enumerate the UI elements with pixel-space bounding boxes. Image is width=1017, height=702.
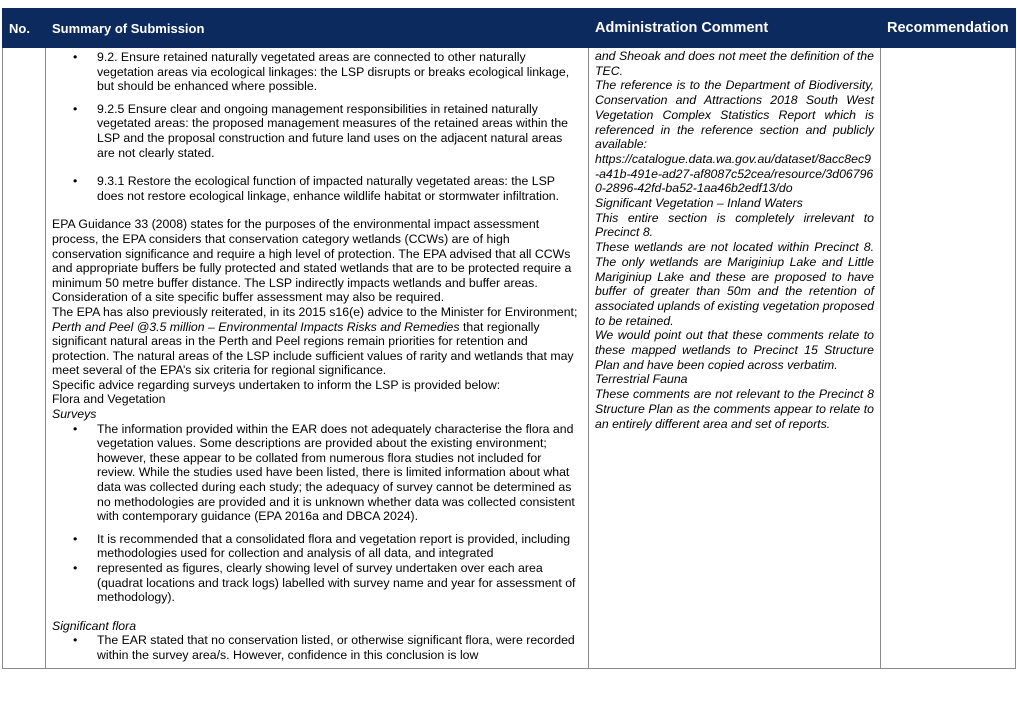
admin-paragraph: We would point out that these comments relate to these mapped wetlands to Precinct 15 Structure Plan and have been copied across verbatim. bbox=[595, 328, 874, 372]
specific-advice-text: Specific advice regarding surveys undertaken to inform the LSP is provided below: bbox=[52, 377, 501, 392]
list-item: • 9.2.5 Ensure clear and ongoing management responsibilities in retained naturally vegetated areas: the proposed management measures of the retained areas within the LSP and the proposal construction and future land uses on the adjacent natural areas are not clearly stated. bbox=[73, 101, 568, 160]
surveys-bullet-list bbox=[52, 422, 582, 605]
header-summary: Summary of Submission bbox=[46, 9, 589, 48]
admin-paragraph: The reference is to the Department of Biodiversity, Conservation and Attractions 2018 South West Vegetation Complex Statistics Report which is referenced in the reference section and publicly available: bbox=[595, 78, 874, 152]
bullet-icon: • bbox=[73, 421, 78, 436]
list-item: • It is recommended that a consolidated flora and vegetation report is provided, including methodologies used for collection and analysis of all data, and integrated bbox=[73, 531, 571, 561]
header-no: No. bbox=[3, 9, 46, 48]
surveys-heading: Surveys bbox=[52, 407, 97, 422]
list-item: • The information provided within the EAR does not adequately characterise the flora and vegetation values. Some descriptions are provided about the existing environment; however, these appear to be collated from numerous flora studies not included for review. While the studies used have been listed, there is limited information about what data was collected during each study; the adequacy of survey cannot be determined as no methodologies are provided and it is unknown whether data was collected consistent with contemporary guidance (EPA 2016a and DBCA 2024). bbox=[73, 421, 575, 524]
epa-reiterated-paragraph: The EPA has also previously reiterated, in its 2015 s16(e) advice to the Minister for Environment; Perth and Peel @3.5 million – Environmental Impacts Risks and Remedies that regionally significant natural areas in the Perth and Peel regions remain priorities for retention and protection. The natural areas of the LSP include sufficient values of rarity and wetlands that may meet several of the EPA’s six criteria for regional significance. bbox=[52, 304, 578, 378]
no-cell bbox=[3, 48, 46, 669]
summary-cell bbox=[46, 48, 589, 669]
header-recommendation: Recommendation bbox=[881, 9, 1016, 48]
bullet-icon: • bbox=[73, 633, 78, 648]
header-admin-comment: Administration Comment bbox=[589, 9, 881, 48]
bullet-icon: • bbox=[73, 50, 78, 64]
table-row bbox=[3, 48, 1016, 669]
bullet-icon: • bbox=[73, 101, 78, 116]
admin-comment-cell bbox=[589, 48, 881, 669]
reference-url: https://catalogue.data.wa.gov.au/dataset/8acc8ec9-a41b-491e-ad27-af8087c52cea/resource/3d067960-2896-42fd-ba52-1aa46b2edf13/do bbox=[595, 151, 874, 196]
list-item: • The EAR stated that no conservation listed, or otherwise significant flora, were recorded within the survey area/s. However, confidence in this conclusion is low bbox=[73, 633, 575, 662]
report-title: Perth and Peel @3.5 million – Environmental Impacts Risks and Remedies bbox=[52, 319, 460, 334]
admin-heading-terrestrial-fauna: Terrestrial Fauna bbox=[595, 372, 688, 387]
bullet-icon: • bbox=[73, 531, 78, 546]
bullet-icon: • bbox=[73, 561, 78, 575]
submissions-table bbox=[2, 8, 1016, 669]
strategy-bullet-list bbox=[52, 50, 582, 203]
epa-guidance-paragraph: EPA Guidance 33 (2008) states for the purposes of the environmental impact assessment process, the EPA considers that conservation category wetlands (CCWs) are of high conservation significance and require a high level of protection. The EPA advised that all CCWs and appropriate buffers be fully protected and stated wetlands that are to be protected require a minimum 50 metre buffer distance. The LSP indirectly impacts wetlands and buffer areas. Consideration of a site specific buffer assessment may also be required. bbox=[52, 217, 572, 305]
admin-heading-inland-waters: Significant Vegetation – Inland Waters bbox=[595, 196, 803, 211]
bullet-icon: • bbox=[73, 174, 78, 189]
list-item: • represented as figures, clearly showing level of survey undertaken over each area (quadrat locations and track logs) labelled with survey name and year for assessment of methodology). bbox=[73, 561, 576, 605]
admin-paragraph: This entire section is completely irrelevant to Precinct 8. bbox=[595, 210, 874, 240]
recommendation-cell bbox=[881, 48, 1016, 669]
admin-paragraph: and Sheoak and does not meet the definition of the TEC. bbox=[595, 49, 874, 78]
flora-bullet-list bbox=[52, 633, 582, 662]
admin-paragraph: These wetlands are not located within Precinct 8. The only wetlands are Mariginiup Lake and Little Mariginiup Lake and these are proposed to have buffer of greater than 50m and the retention of associated uplands of existing vegetation proposed to be retained. bbox=[595, 240, 874, 328]
flora-heading: Flora and Vegetation bbox=[52, 392, 166, 407]
admin-paragraph: These comments are not relevant to the Precinct 8 Structure Plan as the comments appear to relate to an entirely different area and set of reports. bbox=[595, 387, 874, 431]
header-row bbox=[3, 9, 1016, 48]
list-item: • 9.2. Ensure retained naturally vegetated areas are connected to other naturally vegetation areas via ecological linkages: the LSP disrupts or breaks ecological linkage, but should be enhanced where possible. bbox=[73, 50, 570, 94]
list-item: • 9.3.1 Restore the ecological function of impacted naturally vegetated areas: the LSP does not restore ecological linkage, enhance wildlife habitat or stormwater infiltration. bbox=[73, 174, 560, 203]
significant-flora-heading: Significant flora bbox=[52, 618, 137, 633]
